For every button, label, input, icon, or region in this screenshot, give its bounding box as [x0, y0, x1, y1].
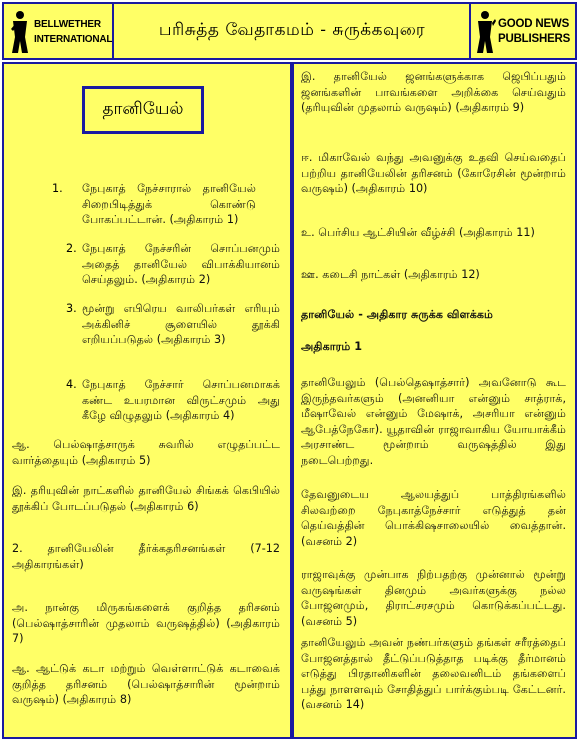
page-title: பரிசுத்த வேதாகமம் - சுருக்கவுரை	[158, 20, 426, 40]
paragraph: உ. பெர்சிய ஆட்சியின் வீழ்ச்சி (அதிகாரம் 11)	[301, 226, 535, 239]
book-title-box	[82, 86, 204, 134]
header-divider-right	[469, 4, 471, 58]
list-item: நேபுகாத் நேச்சார் சொப்பனமாகக் கண்ட உயரமான விருட்சமும் அது கீழே விழுதலும் (அதிகாரம் 4)	[82, 378, 280, 422]
paragraph: இ. தானியேல் ஜனங்களுக்காக ஜெபிப்பதும் ஜனங்களின் பாவங்களை அறிக்கை செய்வதும் (தரியுவின் முதலாம் வருஷம்) (அதிகாரம் 9)	[301, 70, 566, 114]
bellwether-figure-icon	[8, 9, 32, 55]
paragraph: இ. தரியுவின் நாட்களில் தானியேல் சிங்கக் கெபியில் தூக்கிப் போடப்படுதல் (அதிகாரம் 6)	[12, 484, 280, 513]
column-divider	[290, 64, 294, 737]
good-news-line2: PUBLISHERS	[498, 33, 571, 45]
book-title: தானியேல்	[102, 99, 184, 119]
bellwether-logo	[8, 8, 112, 56]
paragraph: ஈ. மிகாவேல் வந்து அவனுக்கு உதவி செய்வதைப் பற்றிய தானியேலின் தரிசனம் (கோரேசின் மூன்றாம் வருஷம்) (அதிகாரம் 10)	[301, 151, 566, 195]
good-news-line1: GOOD NEWS	[498, 18, 570, 30]
list-number: 3.	[66, 302, 77, 315]
list-number: 4.	[66, 378, 77, 391]
section-heading: தானியேல் - அதிகார சுருக்க விளக்கம்	[301, 308, 494, 321]
list-item: நேபுகாத் நேச்சாரால் தானியேல் சிறைபிடித்துக் கொண்டு போகப்பட்டான். (அதிகாரம் 1)	[82, 182, 256, 226]
page-header	[2, 2, 577, 60]
paragraph: தானியேலும் அவன் நண்பர்களும் தங்கள் சரீரத்தைப் போஜனத்தால் தீட்டுப்படுத்தாத படிக்கு தீர்மானம் எடுத்து பிரதானிகளின் தலைவனிடம் தங்களைப் பத்து நாளளவும் சோதித்துப் பார்க்கும்படி கேட்டனர். (வசனம் 14)	[301, 636, 566, 711]
good-news-logo	[474, 8, 570, 56]
chapter-heading: அதிகாரம் 1	[301, 340, 363, 353]
list-number: 1.	[52, 182, 63, 195]
list-item: மூன்று எபிரெய வாலிபர்கள் எரியும் அக்கினிச் சூளையில் தூக்கி எறியப்படுதல் (அதிகாரம் 3)	[82, 302, 280, 346]
good-news-figure-icon	[474, 9, 496, 55]
paragraph: தானியேலும் (பெல்தெஷாத்சார்) அவனோடு கூட இருந்தவர்களும் (அனனியா என்னும் சாத்ராக், மீஷாவேல் என்னும் மேஷாக், அசரியா என்னும் ஆபேத்நேகோ). யூதாவின் ராஜாவாகிய யோயாக்கீம் அரசாண்ட மூன்றாம் வருஷத்தில் இது நடைபெற்றது.	[301, 376, 566, 467]
paragraph: ஊ. கடைசி நாட்கள் (அதிகாரம் 12)	[301, 268, 480, 281]
bellwether-line2: INTERNATIONAL	[34, 34, 113, 45]
header-divider-left	[112, 4, 114, 58]
paragraph: ராஜாவுக்கு முன்பாக நிற்பதற்கு முன்னால் மூன்று வருஷங்கள் தினமும் அவர்களுக்கு நல்ல போஜனமும், திராட்சரசமும் கொடுக்கப்பட்டது. (வசனம் 5)	[301, 568, 566, 628]
paragraph: அ. நான்கு மிருகங்களைக் குறித்த தரிசனம் (பெல்ஷாத்சாரின் முதலாம் வருஷத்தில்) (அதிகாரம் 7)	[12, 601, 280, 645]
list-item: நேபுகாத் நேச்சரின் சொப்பனமும் அதைத் தானியேல் விபாக்கியானம் செய்தலும். (அதிகாரம் 2)	[82, 242, 280, 286]
list-number: 2.	[66, 242, 77, 255]
paragraph: ஆ. ஆட்டுக் கடா மற்றும் வெள்ளாட்டுக் கடாவைக் குறித்த தரிசனம் (பெல்ஷாத்சாரின் மூன்றாம் வருஷம்) (அதிகாரம் 8)	[12, 662, 280, 706]
paragraph: ஆ. பெல்ஷாத்சாருக் சுவரில் எழுதப்பட்ட வார்த்தையும் (அதிகாரம் 5)	[12, 438, 280, 467]
paragraph: 2. தானியேலின் தீர்க்கதரிசனங்கள் (7-12 அதிகாரங்கள்)	[12, 542, 280, 571]
bellwether-line1: BELLWETHER	[34, 19, 101, 30]
paragraph: தேவனுடைய ஆலயத்துப் பாத்திரங்களில் சிலவற்றை நேபுகாத்நேச்சார் எடுத்துத் தன் தெய்வத்தின் பொக்கிஷசாலையில் வைத்தான். (வசனம் 2)	[301, 488, 566, 548]
content-area	[2, 62, 577, 739]
